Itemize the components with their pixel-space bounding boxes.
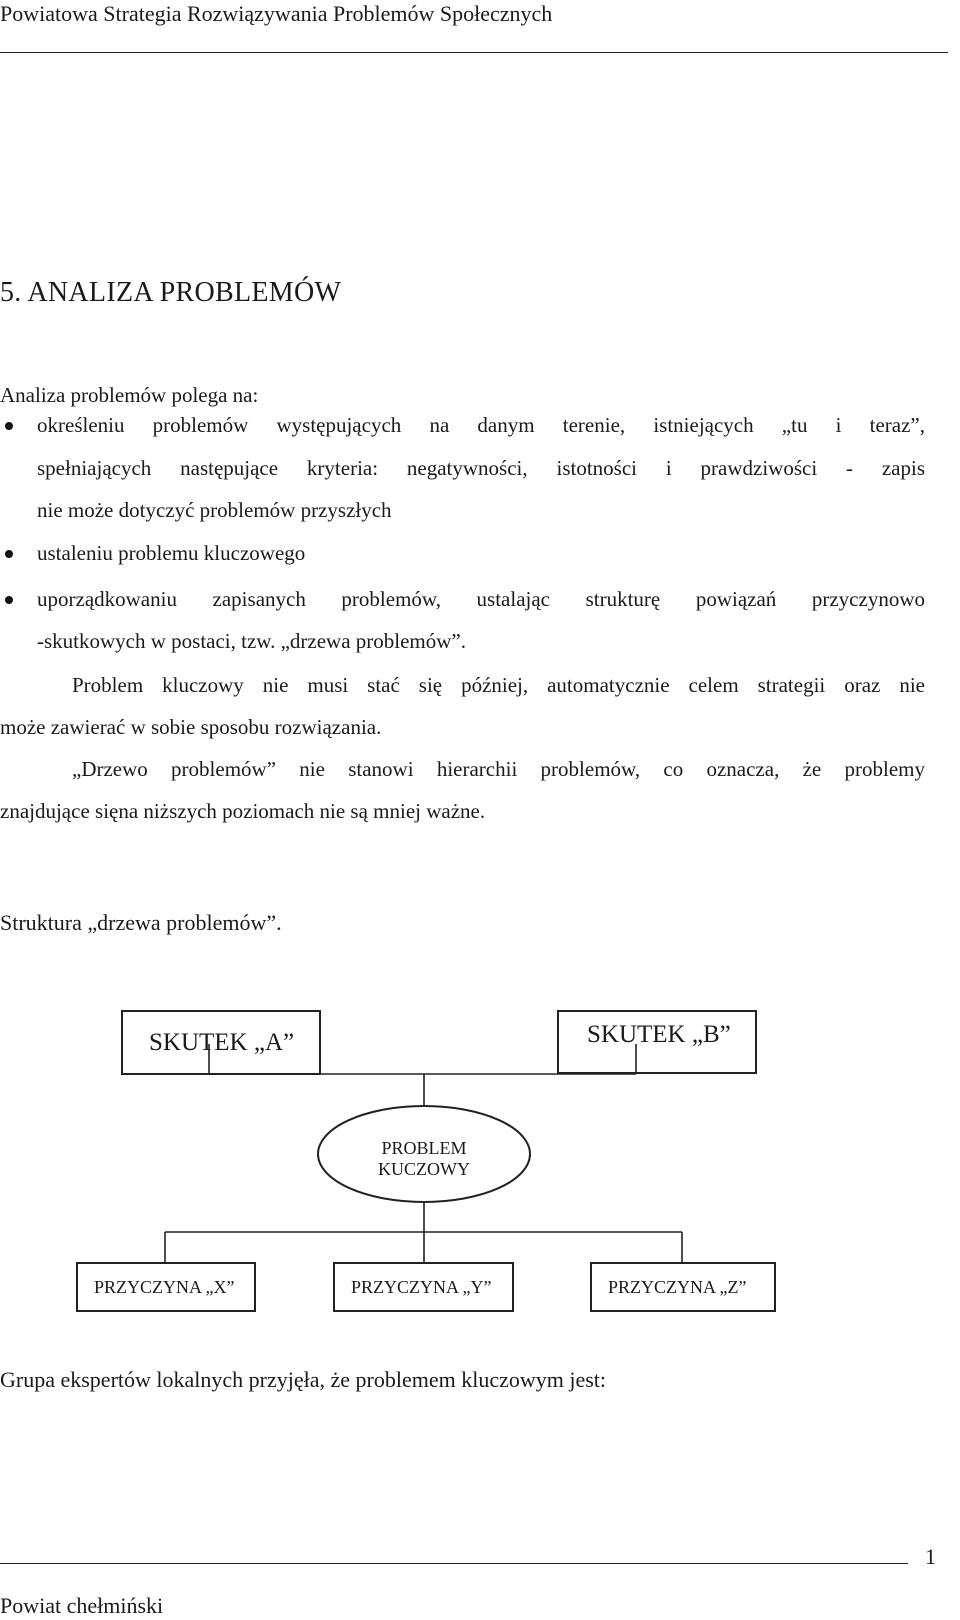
paragraph-line: Problem kluczowy nie musi stać się później, automatycznie celem strategii oraz nie <box>72 673 925 697</box>
key-problem-line: KUCZOWY <box>378 1159 470 1175</box>
list-item-line: -skutkowych w postaci, tzw. „drzewa problemów”. <box>37 629 467 653</box>
diagram-caption: Struktura „drzewa problemów”. <box>0 910 282 935</box>
footer-county: Powiat chełmiński <box>0 1593 164 1618</box>
key-problem-line: PROBLEM <box>381 1138 467 1158</box>
effect-box-b <box>557 1010 757 1074</box>
list-item-line: określeniu problemów występujących na danym terenie, istniejących „tu i teraz”, <box>37 413 925 437</box>
intro-text: Analiza problemów polega na: <box>0 383 259 407</box>
paragraph-line: może zawierać w sobie sposobu rozwiązania. <box>0 715 382 739</box>
list-item-line: ustaleniu problemu kluczowego <box>37 541 306 565</box>
running-header-title: Powiatowa Strategia Rozwiązywania Problemów Społecznych <box>0 1 553 26</box>
cause-label: PRZYCZYNA „Z” <box>608 1276 747 1297</box>
cause-box-y <box>333 1262 514 1312</box>
list-item-line: uporządkowaniu zapisanych problemów, ustalając strukturę powiązań przyczynowo <box>37 587 925 611</box>
page-number: 1 <box>925 1544 936 1569</box>
paragraph-line: znajdujące sięna niższych poziomach nie są mniej ważne. <box>0 799 486 823</box>
list-item-line: nie może dotyczyć problemów przyszłych <box>37 498 392 522</box>
cause-label: PRZYCZYNA „X” <box>94 1276 235 1297</box>
effect-label: SKUTEK „A” <box>149 1028 295 1056</box>
key-problem-label <box>318 1138 530 1175</box>
footer-divider <box>0 1563 908 1564</box>
paragraph-line: „Drzewo problemów” nie stanowi hierarchii problemów, co oznacza, że problemy <box>72 757 925 781</box>
cause-box-z <box>590 1262 776 1312</box>
list-item-line: spełniających następujące kryteria: negatywności, istotności i prawdziwości - zapis <box>37 456 925 480</box>
cause-box-x <box>76 1262 256 1312</box>
cause-label: PRZYCZYNA „Y” <box>351 1276 492 1297</box>
effect-box-a <box>121 1010 321 1075</box>
section-heading: 5. ANALIZA PROBLEMÓW <box>0 277 342 308</box>
closing-text: Grupa ekspertów lokalnych przyjęła, że problemem kluczowym jest: <box>0 1367 607 1392</box>
effect-label: SKUTEK „B” <box>587 1021 731 1048</box>
